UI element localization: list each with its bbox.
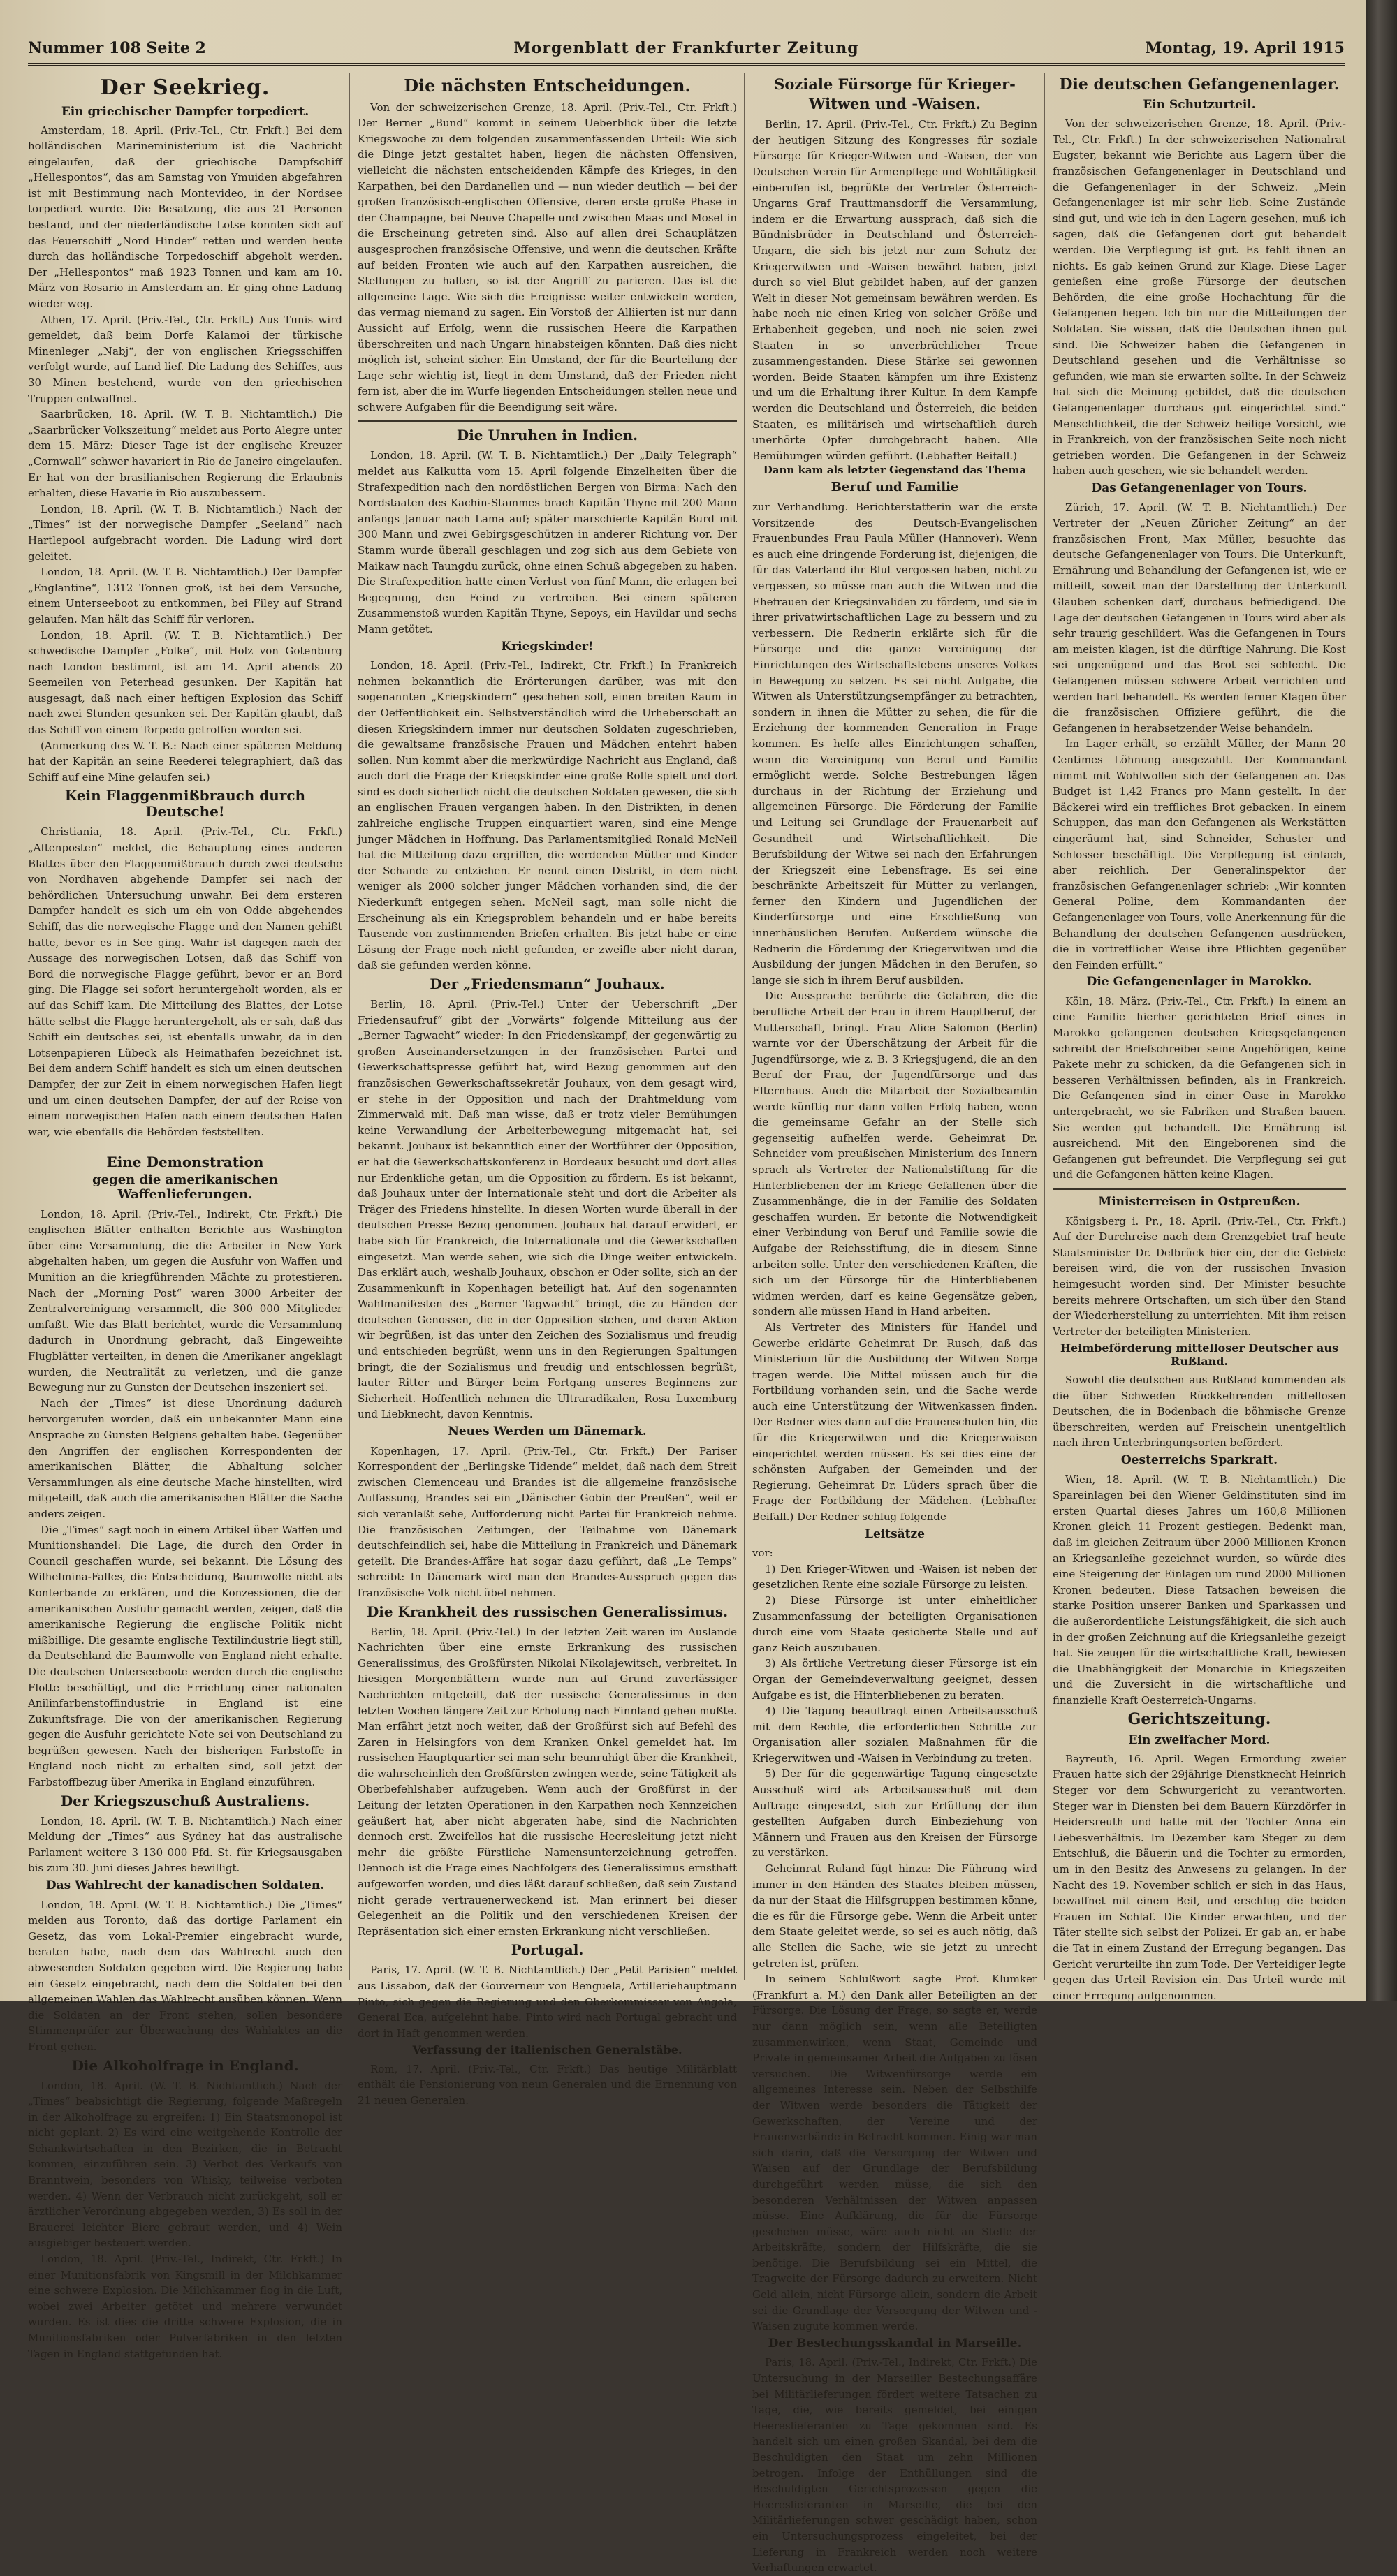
article-paragraph: London, 18. April. (W. T. B. Nichtamtlich.) Der schwedische Dampfer „Folke“, mit Holz von Gotenburg nach London bestimmt, ist am 14. April abends 20 Seemeilen von Peterhead gesunken. Der Kapitän hat ausgesagt, daß nach einer heftigen Explosion das Schiff nach zwei Stunden gesunken sei. Der Kapitän glaubt, daß das Schiff von einem Torpedo getroffen worden sei. xyxy=(28,628,342,737)
headline-generalstaebe: Verfassung der italienischen Generalstäbe. xyxy=(412,2043,682,2057)
leitsaetze-list xyxy=(752,1561,1037,1861)
article-paragraph: Wien, 18. April. (W. T. B. Nichtamtlich.) Die Spareinlagen bei den Wiener Geldinstituten sind im ersten Quartal dieses Jahres um 160,8 Millionen Kronen gleich 11 Prozent gestiegen. Bedenkt man, daß im gleichen Zeitraum über 2000 Millionen Kronen an Kriegsanleihe gezeichnet wurden, so würde dies eine Steigerung der Einlagen um rund 2000 Millionen Kronen bedeuten. Diese Tatsachen beweisen die starke Position unserer Banken und Sparkassen und die außerordentliche Leistungsfähigkeit, die sich auch in der großen Zeichnung auf die Kriegsanleihe gezeigt hat. Sie zeugen für die wirtschaftliche Kraft, bewiesen die Unabhängigkeit der Monarchie in Kriegszeiten und die Zuversicht in die wirtschaftliche und finanzielle Kraft Oesterreich-Ungarns. xyxy=(1053,1473,1346,1707)
article-paragraph: London, 18. April. (W. T. B. Nichtamtlich.) Nach der „Times“ ist der norwegische Dampfer „Seeland“ nach Hartlepool aufgebracht worden. Die Ladung wird dort geleitet. xyxy=(28,502,342,563)
article-paragraph: Die Aussprache berührte die Gefahren, die die berufliche Arbeit der Frau in ihrem Hauptberuf, der Mutterschaft, bringt. Frau Alice Salomon (Berlin) warnte vor der Überschätzung der Arbeit für die Jugendfürsorge, wie z. B. 3 Kriegsjugend, die an den Beruf der Frau, der Jugendfürsorge und das Elternhaus. Auch die Mitarbeit der Sozialbeamtin werde künftig nur dann vollen Erfolg haben, wenn die gemeinsame Gefahr an der Stelle sich gegenseitig aufhelfen werde. Geheimrat Dr. Schneider vom preußischen Ministerium des Innern sprach als Vertreter der Nationalstiftung für die Hinterbliebenen der im Kriege Gefallenen über die Zusammenhänge, die in der Familie des Soldaten geschaffen wurden. Er betonte die Notwendigkeit einer Verbindung von Beruf und Familie sowie die Aufgabe der Reichsstiftung, die in diesem Sinne arbeiten solle. Unter den verschiedenen Kräften, die sich um der Fürsorge für die Hinterbliebenen widmen werden, darf es keine Gegensätze geben, sondern alle müssen Hand in Hand arbeiten. xyxy=(752,989,1037,1318)
column-rule xyxy=(349,73,350,1980)
article-paragraph: Als Vertreter des Ministers für Handel und Gewerbe erklärte Geheimrat Dr. Rusch, daß das Ministerium für die Ausbildung der Witwen Sorge tragen werde. Die Mittel müssen auch für die Fortbildung vorhanden sein, und die Sache werde auch eine Unterstützung der Witwenkassen finden. Der Redner wies dann auf die Frauenschulen hin, die für die Kriegerwitwen und die Kriegerwaisen eingerichtet werden müssen. Es sei dies eine der schönsten Aufgaben der Gemeinden und der Regierung. Geheimrat Dr. Lüders sprach über die Frage der Fortbildung der Mädchen. (Lebhafter Beifall.) Der Redner schlug folgende xyxy=(752,1320,1037,1524)
issue-date: Montag, 19. April 1915 xyxy=(1145,39,1345,57)
divider xyxy=(358,420,737,422)
article-paragraph: Geheimrat Ruland fügt hinzu: Die Führung wird immer in den Händen des Staates bleiben müssen, da nur der Staat die Hilfsgruppen bestimmen könne, die es für die Fürsorge gebe. Wenn die Arbeit unter dem Staate geleitet werde, so sei es auch nötig, daß alle Stellen die Sache, wie sie jetzt zu unrecht getreten ist, prüfen. xyxy=(752,1862,1037,1970)
headline-unruhen-indien: Die Unruhen in Indien. xyxy=(456,427,638,444)
article-paragraph: Von der schweizerischen Grenze, 18. April. (Priv.-Tel., Ctr. Frkft.) Der Berner „Bund“ kommt in seinem Ueberblick über die letzte Kriegswoche zu dem folgenden zusammenfassenden Urteil: Wie sich die Dinge jetzt gestaltet haben, liegen die nächsten Offensiven, vielleicht die nächsten entscheidenden Kämpfe des Krieges, in den Karpathen, bei den Dardanellen und — nun wieder deutlich — bei der großen französisch-englischen Offensive, deren erste große Phase in der Champagne, bei Neuve Chapelle und zwischen Maas und Mosel in die Erscheinung getreten sind. Also auf allen drei Schauplätzen ausgesprochen französische Offensive, und wenn die deutschen Kräfte auf beiden Fronten wie auch auf den Karpathen ausreichen, die Stellungen zu halten, so ist der Angriff zu parieren. Das ist die allgemeine Lage. Wie sich die Ereignisse weiter entwickeln werden, das vermag niemand zu sagen. Ein Vorstoß der Alliierten ist nur dann Aussicht auf Erfolg, wenn die russischen Heere die Karpathen überschreiten und nach Ungarn hinabsteigen könnten. Daß dies nicht möglich ist, scheint sicher. Ein Umstand, der für die Beurteilung der Lage sehr wichtig ist, liegt in dem Umstand, daß der Frieden nicht fern ist, aber die im Wurfe liegenden Entscheidungen stellen neue und schwere Aufgaben für die Beendigung seit wäre. xyxy=(358,101,737,413)
article-note: (Anmerkung des W. T. B.: Nach einer späteren Meldung hat der Kapitän an seine Reederei telegraphiert, daß das Schiff auf eine Mine gelaufen sei.) xyxy=(28,739,342,783)
article-paragraph: London, 18. April. (Priv.-Tel., Indirekt, Ctr. Frkft.) In Frankreich nehmen bekanntlich die Erörterungen darüber, was mit den sogenannten „Kriegskindern“ geschehen soll, einen breiten Raum in der Oeffentlichkeit ein. Selbstverständlich wird die Urheberschaft an diesen Kriegskindern immer nur deutschen Soldaten zugeschrieben, die gewaltsame französische Frauen und Mädchen entehrt haben sollen. Nun kommt aber die merkwürdige Nachricht aus England, daß auch dort die Frage der Kriegskinder eine große Rolle spielt und dort sind es doch sicherlich nicht die deutschen Soldaten gewesen, die sich an englischen Frauen vergangen haben. In den Distrikten, in denen zahlreiche englische Truppen einquartiert waren, sind eine Menge junger Mädchen in Hoffnung. Das Parlamentsmitglied Ronald McNeil hat die Mitteilung dazu ergriffen, die werdenden Mütter und Kinder der Schande zu entziehen. Er nennt einen Distrikt, in dem nicht weniger als 2000 solcher junger Mädchen vorhanden sind, die der Niederkunft entgegen sehen. McNeil sagt, man solle nicht die Erscheinung als ein Kriegsproblem behandeln und er habe bereits Tausende von zustimmenden Briefen erhalten. Bis jetzt habe er eine Lösung der Frage noch nicht gefunden, er zweifle aber nicht daran, daß sie gefunden werden könne. xyxy=(358,659,737,972)
article-paragraph: zur Verhandlung. Berichterstatterin war die erste Vorsitzende des Deutsch-Evangelischen Frauenbundes Frau Paula Müller (Hannover). Wenn es auch eine dringende Forderung ist, diejenigen, die für das Vaterland ihr Blut vergossen haben, nicht zu vergessen, so müsse man auch die Witwen und die Ehefrauen der Kriegsinvaliden zu fördern, und sie in ihrer privatwirtschaftlichen Lage zu bessern und zu verbessern. Die Rednerin erklärte sich für die Fürsorge und die ganze Vereinigung der Einrichtungen des Wirtschaftslebens unseres Volkes in Bewegung zu setzen. Es sei nicht Aufgabe, die Witwen als Unterstützungsempfänger zu betrachten, sondern in ihnen die Mütter zu sehen, die für die Erziehung der kommenden Generation in Frage kommen. Es helfe alles Einrichtungen schaffen, wenn die Vereinigung von Beruf und Familie ermöglicht werde. Solche Bestrebungen lägen durchaus in der Richtung der Erziehung und allgemeinen Fürsorge. Die Förderung der Familie und Leitung sei Grundlage der Frauenarbeit auf Gesundheit und Wirtschaftlichkeit. Die Berufsbildung der Witwe sei nach den Erfahrungen der Kriegszeit eine Lebensfrage. Es sei eine beschränkte Arbeitszeit für Mütter zu verlangen, ferner den Kindern und Jugendlichen der Kinderfürsorge und eine Erschließung von innerhäuslichen Berufen. Außerdem wünsche die Rednerin die Förderung der Kriegerwitwen und die Ausbildung der jungen Mädchen in den Berufen, so lange sie sich in ihrem Beruf ausbilden. xyxy=(752,501,1037,987)
article-paragraph: London, 18. April. (Priv.-Tel., Indirekt, Ctr. Frkft.) In einer Munitionsfabrik von Kingsmill in der Milchkammer eine schwere Explosion. Die Milchkammer flog in die Luft, wobei zwei Arbeiter getötet und mehrere verwundet wurden. Es ist dies die dritte schwere Explosion, die in Munitionsfabriken oder Pulverfabriken in den letzten Tagen in England stattgefunden hat. xyxy=(28,2253,342,2360)
subheadline: Ein Schutzurteil. xyxy=(1143,98,1256,112)
article-paragraph: Zürich, 17. April. (W. T. B. Nichtamtlich.) Der Vertreter der „Neuen Züricher Zeitung“ an der französischen Front, Max Müller, besuchte das deutsche Gefangenenlager von Tours. Die Unterkunft, Ernährung und Behandlung der Gefangenen ist, wie er mitteilt, soweit man der Darstellung der Unterkunft Glauben schenken darf, durchaus befriedigend. Die Lage der deutschen Gefangenen in Tours wird aber als sehr traurig geschildert. Was die Gefangenen in Tours am meisten klagen, ist die dürftige Nahrung. Die Kost sei ungenügend und das Brot sei schlecht. Die Gefangenen müssen schwere Arbeit verrichten und werden hart behandelt. Es werden ferner Klagen über die französischen Offiziere geführt, die die Gefangenen in herabsetzender Weise behandeln. xyxy=(1053,501,1346,735)
leitsatz-item: 3) Als örtliche Vertretung dieser Fürsorge ist ein Organ der Gemeindeverwaltung geeignet, dessen Aufgabe es ist, die Hinterbliebenen zu beraten. xyxy=(752,1657,1037,1702)
headline-leitsaetze: Leitsätze xyxy=(865,1526,925,1541)
article-paragraph: Die „Times“ sagt noch in einem Artikel über Waffen und Munitionshandel: Die Lage, die durch den Order in Council geschaffen wurde, sei bekannt. Die Lösung des Wilhelmina-Falles, die Entscheidung, Baumwolle nicht als Konterbande zu erklären, und die Konzessionen, die der amerikanischen Ausfuhr gemacht werden, zeigen, daß die amerikanische Regierung die englische Politik nicht mißbillige. Die gesamte englische Textilindustrie liegt still, da Deutschland die Baumwolle von England nicht erhalte. Die deutschen Unterseeboote werden durch die englische Flotte beschäftigt, und die Errichtung einer nationalen Anilinfarbenstoffindustrie in England ist eine Zukunftsfrage. Die von der amerikanischen Regierung gegen die Ausfuhr gerichtete Note sei von Deutschland zu begrüßen gewesen. Nach der bisherigen Farbstoffe in England noch nicht zu erhalten sind, soll jetzt der Farbstoffbezug über Amerika in England einzuführen. xyxy=(28,1523,342,1789)
headline-daenemark: Neues Werden um Dänemark. xyxy=(448,1425,647,1439)
headline-seekrieg: Der Seekrieg. xyxy=(100,75,270,100)
article-paragraph: Saarbrücken, 18. April. (W. T. B. Nichtamtlich.) Die „Saarbrücker Volkszeitung“ meldet aus Porto Alegre unter dem 15. März: Dieser Tage ist der englische Kreuzer „Cornwall“ schwer havariert in Rio de Janeiro eingelaufen. Er hat von der brasilianischen Regierung die Erlaubnis erhalten, diese Havarie in Rio auszubessern. xyxy=(28,408,342,500)
binding-edge xyxy=(1366,0,1397,2001)
column-1 xyxy=(28,73,342,2360)
subheadline: Ein griechischer Dampfer torpediert. xyxy=(61,104,309,119)
headline-alkoholfrage: Die Alkoholfrage in England. xyxy=(71,2056,299,2074)
headline-generalissimus: Die Krankheit des russischen Generalissimus. xyxy=(366,1603,729,1620)
divider xyxy=(1053,1188,1346,1190)
article-paragraph: Berlin, 18. April. (Priv.-Tel.) In der letzten Zeit waren im Auslande Nachrichten über eine ernste Erkrankung des russischen Generalissimus, des Großfürsten Nikolai Nikolajewitsch, verbreitet. In hiesigen Morgenblättern wurde nun auf Grund zuverlässiger Nachrichten mitgeteilt, daß der russische Generalissimus in den letzten Wochen längere Zeit zur Erholung nach Finnland gehen mußte. Man erfährt jetzt noch weiter, daß der Großfürst sich auf Befehl des Zaren in Helsingfors von dem Kranken Onkel gemeldet hat. Im russischen Hauptquartier sei man sehr beunruhigt über die Krankheit, die wahrscheinlich den Großfürsten zwingen werde, seine Tätigkeit als Oberbefehlshaber aufzugeben. Wenn auch der Großfürst in der Leitung der letzten Operationen in den Karpathen noch Kennzeichen geäußert hat, aber nicht abgeraten habe, sind die Nachrichten dennoch erst. Zweifellos hat die russische Heeresleitung jetzt nicht mehr die größte Fürstliche Namensunterzeichnung getroffen. Dennoch ist die Frage eines Nachfolgers des Generalissimus ernsthaft aufgeworfen worden, und dies läßt darauf schließen, daß sein Zustand nicht gerade vertrauenerweckend ist. Man erinnert bei dieser Gelegenheit an die Politik und den verschiedenen Kreisen der Repräsentation sich einer ernsten Erkrankung nicht verschließen. xyxy=(358,1625,737,1938)
leitsatz-item: 5) Der für die gegenwärtige Tagung eingesetzte Ausschuß wird als Arbeitsausschuß mit dem Auftrage eingesetzt, sich zur Erfüllung der ihm gestellten Aufgaben durch Einbeziehung von Männern und Frauen aus den Kreisen der Fürsorge zu verstärken. xyxy=(752,1767,1037,1860)
headline-kriegszuschuss: Der Kriegszuschuß Australiens. xyxy=(60,1792,310,1809)
article-paragraph: Bayreuth, 16. April. Wegen Ermordung zweier Frauen hatte sich der 29jährige Dienstknecht Heinrich Steger vor dem Schwurgericht zu verantworten. Steger war in Diensten bei dem Bauern Kürzdörfer in Heidersreuth und hatte mit der Tochter Anna ein Liebesverhältnis. Im Dezember kam Steger zu dem Entschluß, die Bäuerin und die Tochter zu ermorden, um in den Besitz des Anwesens zu gelangen. In der Nacht des 19. November schlich er sich in das Haus, bewaffnet mit einem Beil, und erschlug die beiden Frauen im Schlaf. Die Kinder erwachten, und der Täter stellte sich selbst der Polizei. Er gab an, er habe die Tat in einem Zustand der Erregung begangen. Das Gericht verurteilte ihn zum Tode. Der Verteidiger legte gegen das Urteil Revision ein. Das Urteil wurde mit einer Erregung aufgenommen. xyxy=(1053,1752,1346,2002)
headline-tours: Das Gefangenenlager von Tours. xyxy=(1091,480,1308,495)
article-paragraph: Nach der „Times“ ist diese Unordnung dadurch hervorgerufen worden, daß ein unbekannter Mann eine Ansprache zu Gunsten Belgiens gehalten habe. Gegenüber den Angriffen der englischen Korrespondenten der amerikanischen Blätter, die Abhaltung solcher Versammlungen als eine deutsche Mache hinstellten, wird mitgeteilt, daß auch die amerikanischen Blätter die Sache anders zeigen. xyxy=(28,1397,342,1520)
article-paragraph: Christiania, 18. April. (Priv.-Tel., Ctr. Frkft.) „Aftenposten“ meldet, die Behauptung eines anderen Blattes über den Flaggenmißbrauch durch zwei deutsche von Nordhaven abgehende Dampfer sei nach der behördlichen Untersuchung unwahr. Bei dem ersteren Dampfer handelt es sich um ein von Odde abgehendes Schiff, das die norwegische Flagge und den Namen gehißt hatte, bevor es in See ging. Wahr ist dagegen nach der Aussage des norwegischen Lotsen, daß das Schiff von Bord die norwegische Flagge geführt, bevor er an Bord ging. Die Flagge sei sofort heruntergeholt worden, als er auf das Schiff kam. Die Mitteilung des Blattes, der Lotse hätte selbst die Flagge heruntergeholt, als er sah, daß das Schiff ein deutsches sei, ist ebenfalls unwahr, da in den Lotsenpapieren Lübeck als Heimathafen bezeichnet ist. Bei dem andern Schiff handelt es sich um einen deutschen Dampfer, der zur Zeit in einem norwegischen Hafen liegt und um einen deutschen Dampfer, der auf der Reise von einem norwegischen Hafen nach einem deutschen Hafen war, wie ebenfalls die Behörden feststellten. xyxy=(28,825,342,1138)
article-paragraph: Paris, 18. April. (Priv.-Tel., Indirekt, Ctr. Frkft.) Die Untersuchung in der Marseiller Bestechungsaffäre bei Militärlieferungen fördert weitere Tatsachen zu Tage, die, wie bereits gemeldet, bei einigen Heereslieferanten zu Tage gekommen sind. Es handelt sich um einen großen Skandal, bei dem die Beschuldigten den Staat um zehn Millionen betrogen. Infolge der Enthüllungen sind die Beschuldigten Gerichtsprozessen gegen die Heereslieferanten in Marseille, die bei den Militärlieferungen schwer geschädigt haben, schon ein Untersuchungsprozess eingeleitet, bei der Lieferung in Frankreich werden noch weitere Verhaftungen erwartet. xyxy=(752,2356,1037,2575)
headline-kriegskinder: Kriegskinder! xyxy=(501,639,594,654)
headline-bestechungsskandal: Der Bestechungsskandal in Marseille. xyxy=(768,2336,1022,2350)
headline-gefangenenlager: Die deutschen Gefangenenlager. xyxy=(1059,75,1340,94)
headline-demonstration: Eine Demonstration xyxy=(106,1154,264,1171)
headline-friedensmann: Der „Friedensmann“ Jouhaux. xyxy=(430,976,665,993)
article-paragraph: Im Lager erhält, so erzählt Müller, der Mann 20 Centimes Löhnung ausgezahlt. Der Kommandant nimmt mit Wohlwollen sich der Gefangenen an. Das Budget ist 1,42 Francs pro Mann gestellt. In der Bäckerei wird ein treffliches Brot gebacken. In einem Schuppen, das man den Gefangenen als Werkstätten eingeräumt hat, sind Schneider, Schuster und Schlosser beschäftigt. Die Verpflegung ist einfach, aber reichlich. Der Generalinspektor der französischen Gefangenenlager schrieb: „Wir konnten General Poline, dem Kommandanten der Gefangenenlager von Tours, volle Anerkennung für die Behandlung der deutschen Gefangenen ausdrücken, die in vortrefflicher Weise ihre Pflichten gegenüber den Feinden erfüllt.“ xyxy=(1053,737,1346,971)
issue-number: Nummer 108 Seite 2 xyxy=(28,39,206,57)
headline-flaggenmissbrauch: Kein Flaggenmißbrauch durch Deutsche! xyxy=(64,787,306,820)
article-subline: Dann kam als letzter Gegenstand das Thema xyxy=(763,464,1027,477)
column-2 xyxy=(358,73,737,2107)
article-paragraph: Köln, 18. März. (Priv.-Tel., Ctr. Frkft.) In einem an eine Familie hierher gerichteten Brief eines in Marokko gefangenen deutschen Kriegsgefangenen schreibt der Briefschreiber seine Angehörigen, keine Pakete mehr zu schicken, da die Gefangenen sich in besseren Verhältnissen befinden, als in Frankreich. Die Gefangenen sind in einer Oase in Marokko untergebracht, wo sie Fabriken und Straßen bauen. Sie werden gut behandelt. Die Ernährung ist ausreichend. Mit den Eingeborenen sind die Gefangenen gut befreundet. Die Verpflegung sei gut und die Gefangenen hätten keine Klagen. xyxy=(1053,994,1346,1182)
headline-entscheidungen: Die nächsten Entscheidungen. xyxy=(404,75,691,96)
article-paragraph: Berlin, 18. April. (Priv.-Tel.) Unter der Ueberschrift „Der Friedensaufruf“ gibt der „Vorwärts“ folgende Mitteilung aus der „Berner Tagwacht“ wieder: In den Friedenskampf, der gegenwärtig zu großen Auseinandersetzungen in der französischen Partei und Gewerkschaftspresse geführt hat, wird Bezug genommen auf den französischen Gewerkschaftssekretär Jouhaux, von dem gesagt wird, er stehe in der Opposition und nach der Drahtmeldung vom Zimmerwald mit. Daß man wisse, daß er trotz vieler Bemühungen keine Verwandlung der Arbeiterbewegung mitgemacht hat, sei bekannt. Jouhaux ist bekanntlich einer der Wortführer der Opposition, er hat die Gewerkschaftskonferenz in Bordeaux besucht und dort alles nur Erdenkliche getan, um die Opposition zu fördern. Es ist bekannt, daß Jouhaux unter der Internationale steht und dort die Arbeiter als Träger des Friedens hinstellte. In diesen Worten wurde überall in der deutschen Presse Bezug genommen. Jouhaux hat darauf erwidert, er habe sich für Frankreich, die Internationale und die Gewerkschaften eingesetzt. Man werde sehen, wie sich die Dinge weiter entwickeln. Das erklärt auch, weshalb Jouhaux, obschon er Oder sollte, sich an der Zusammenkunft in Kopenhagen beteiligt hat. Auf den sogenannten Wahlmanifesten des „Berner Tagwacht“ bringt, die zu Händen der deutschen Genossen, die in der Opposition stehen, und deren Aktion wir begrüßen, ist das unter den Zeichen des Sozialismus und freudig und entschieden begrüßt, wenn uns in den Regierungen Spaltungen bringt, die der Sozialismus und freudig und entschlossen begrüßt, lauter Ritter und Bürger beim Fortgang unseres Beginnens zur Sicherheit. Hoffentlich nehmen die Ultraradikalen, Rosa Luxemburg und Liebknecht, davon Kenntnis. xyxy=(358,998,737,1421)
headline-fuersorge-line2: Witwen und -Waisen. xyxy=(808,95,981,113)
article-paragraph: In seinem Schlußwort sagte Prof. Klumker (Frankfurt a. M.) den Dank aller Beteiligten an der Fürsorge. Die Lösung der Frage, so sagte er, werde nur dann möglich sein, wenn alle Beteiligten zusammenwirken, wenn Staat, Gemeinde und Private in gemeinsamer Arbeit die Aufgaben zu lösen versuchen. Die Witwenfürsorge werde ein allgemeines Interesse sein. Neben der Selbsthilfe der Witwen werde besonders die Tätigkeit der Gewerkschaften, der Vereine und der Frauenverbände in Betracht kommen. Einig war man sich darin, daß die Versorgung der Witwen und Waisen auf der Grundlage der Berufsbildung durchgeführt werden müsse, die sich den besonderen Verhältnissen der Witwen anpassen müsse. Eine Aufklärung, die für die Fürsorge geschehen müsse, wäre auch nicht an Stelle der Arbeitskräfte, sondern der Hilfskräfte, die sie benötige. Die Berufsbildung sei ein Mittel, die Tragweite der Fürsorge dadurch zu erweitern. Nicht Geld allein, nicht Fürsorge allein, sondern die Arbeit sei die Grundlage der Versorgung der Witwen und -Waisen zugute kommen werde. xyxy=(752,1973,1037,2333)
article-paragraph: Von der schweizerischen Grenze, 18. April. (Priv.-Tel., Ctr. Frkft.) In der schweizerischen Nationalrat Eugster, bekannt wie Berichte aus Lagern über die französischen Gefangenenlager in Deutschland und die Gefangenenlager in der Schweiz. „Mein Gefangenenlager ist mir sehr lieb. Seine Zustände sind gut, und wie ich in den Lagern gesehen, muß ich sagen, daß die Gefangenen dort gut behandelt werden. Die Verpflegung ist gut. Es fehlt ihnen an nichts. Es gab keinen Grund zur Klage. Diese Lager genießen eine große Fürsorge der deutschen Behörden, die eine große Hochachtung für die Gefangenen hegen. Ich bin nur die Mitteilungen der Soldaten. Sie wissen, daß die Deutschen ihnen gut sind. Die Schweizer haben die Gefangenen in Deutschland gesehen und die Verhältnisse so gefunden, wie man sie erwarten sollte. In der Schweiz hat sich die Meinung gebildet, daß die deutschen Gefangenenlager durchaus gut eingerichtet sind.“ Menschlichkeit, die der Schweiz heilige Vorsicht, wie in Frankreich, von der französischen Seite noch nicht getrieben worden. Die Gefangenen in der Schweiz haben auch gesehen, wie sie behandelt werden. xyxy=(1053,117,1346,478)
headline-ministerreisen: Ministerreisen in Ostpreußen. xyxy=(1098,1194,1301,1209)
headline-beruf-familie: Beruf und Familie xyxy=(831,480,959,495)
column-rule xyxy=(744,73,745,1980)
headline-wahlrecht: Das Wahlrecht der kanadischen Soldaten. xyxy=(45,1878,325,1893)
article-paragraph: Paris, 17. April. (W. T. B. Nichtamtlich.) Der „Petit Parisien“ meldet aus Lissabon, daß der Gouverneur von Benguela, Artilleriehauptmann Pinto, sich gegen die Regierung und den Oberkommissar von Angola, General Eca, aufgelehnt habe. Pinto wird nach Portugal gebracht und dort in Haft genommen werden. xyxy=(358,1964,737,2040)
article-paragraph: London, 18. April. (W. T. B. Nichtamtlich.) Nach einer Meldung der „Times“ aus Sydney hat das australische Parlament weitere 3 130 000 Pfd. St. für Kriegsausgaben bis zum 30. Juni dieses Jahres bewilligt. xyxy=(28,1814,342,1875)
article-paragraph: London, 18. April. (W. T. B. Nichtamtlich.) Die „Times“ melden aus Toronto, daß das dortige Parlament ein Gesetz, das vom Lokal-Premier eingebracht wurde, beraten habe, nach dem das Wahlrecht auch den abwesenden Soldaten gegeben wird. Die Regierung habe ein Gesetz eingebracht, nach dem die Soldaten bei den allgemeinen Wahlen das Wahlrecht ausüben können. Wenn die Soldaten an der Front stehen, sollen besondere Stimmenprüfer zur Überwachung des Wahlaktes an die Front gehen. xyxy=(28,1898,342,2053)
leitsatz-item: 1) Den Krieger-Witwen und -Waisen ist neben der gesetzlichen Rente eine soziale Fürsorge zu leisten. xyxy=(752,1562,1037,1591)
leitsatz-item: 4) Die Tagung beauftragt einen Arbeitsausschuß mit dem Rechte, die erforderlichen Schritte zur Organisation aller sozialen Maßnahmen für die Kriegerwitwen und -Waisen in Verbindung zu treten. xyxy=(752,1705,1037,1765)
leitsatz-item: 2) Diese Fürsorge ist unter einheitlicher Zusammenfassung der beteiligten Organisationen durch eine vom Staate gesicherte Stelle und auf ganz Reich auszubauen. xyxy=(752,1594,1037,1654)
headline-sparkraft: Oesterreichs Sparkraft. xyxy=(1120,1453,1278,1468)
headline-demonstration-line2: gegen die amerikanischen Waffenlieferungen. xyxy=(92,1172,278,1202)
article-paragraph: Berlin, 17. April. (Priv.-Tel., Ctr. Frkft.) Zu Beginn der heutigen Sitzung des Kongresses für soziale Fürsorge für Krieger-Witwen und -Waisen, der von Deutschen Verein für Armenpflege und Wohltätigkeit einberufen ist, begrüßte der Vertreter Österreich-Ungarns Graf Trauttmansdorff die Versammlung, indem er die Erwartung aussprach, daß sich die Bündnisbrüder in Deutschland und Österreich-Ungarn, die sich bis jetzt nur zum Schutz der Kriegerwitwen und -Waisen bewährt haben, jetzt durch so viel Blut gebildet haben, auf der ganzen Welt in dieser Not gemeinsam bewähren werden. Es habe noch nie einen Krieg von solcher Größe und Erhabenheit gegeben, und noch nie seien zwei Staaten in so unverbrüchlicher Treue zusammengestanden. Diese Stärke sei gewonnen worden. Beide Staaten kämpfen um ihre Existenz und um die Erhaltung ihrer Kultur. In dem Kampfe werden die Deutschland und Österreich, die beiden Staaten, es militärisch und wirtschaftlich durch unerhörte Opfer durchgebracht haben. Alle Bemühungen würden geführt. (Lebhafter Beifall.) xyxy=(752,118,1037,462)
article-paragraph: London, 18. April. (W. T. B. Nichtamtlich.) Der „Daily Telegraph“ meldet aus Kalkutta vom 15. April folgende Einzelheiten über die Strafexpedition nach den nordöstlichen Bergen von Birma: Nach den Nordstaaten des Kachin-Stammes brach Kapitän Thyne mit 200 Mann anfangs Januar nach Lama auf; später marschierte Kapitän Burd mit 300 Mann und zwei Gebirgsgeschützen in anderer Richtung vor. Der Stamm wurde überall geschlagen und zog sich aus dem Gebiete von Maikaw nach Taungdu zurück, ohne einen Schuß abgegeben zu haben. Die Strafexpedition hatte einen Verlust von fünf Mann, die erlagen bei Begegnung, den Feind zu vertreiben. Bei einem späteren Zusammenstoß wurden Kapitän Thyne, Sepoys, ein Havildar und sechs Mann getötet. xyxy=(358,449,737,635)
column-3 xyxy=(752,73,1037,2575)
article-paragraph: Amsterdam, 18. April. (Priv.-Tel., Ctr. Frkft.) Bei dem holländischen Marineministerium ist die Nachricht eingelaufen, daß der griechische Dampfschiff „Hellespontos“, das am Samstag von Ymuiden abgefahren ist mit Bestimmung nach Montevideo, in der Nordsee torpediert wurde. Die Besatzung, die aus 21 Personen bestand, und der niederländische Lotse konnten sich auf das Feuerschiff „Nord Hinder“ retten und werden heute durch das holländische Torpedoschiff abgeholt werden. Der „Hellespontos“ maß 1923 Tonnen und kam am 10. März von Rosario in Amsterdam an. Er ging ohne Ladung wieder weg. xyxy=(28,124,342,311)
headline-gerichtszeitung: Gerichtszeitung. xyxy=(1127,1710,1271,1729)
headline-heimbefoerderung: Heimbeförderung mittelloser Deutscher aus Rußland. xyxy=(1060,1341,1339,1368)
article-paragraph: Athen, 17. April. (Priv.-Tel., Ctr. Frkft.) Aus Tunis wird gemeldet, daß beim Dorfe Kalamoi der türkische Minenleger „Nabj“, der von englischen Kriegsschiffen verfolgt wurde, auf Land lief. Die Ladung des Schiffes, aus 30 Minen bestehend, wurde von den griechischen Truppen entwaffnet. xyxy=(28,313,342,405)
headline-fuersorge: Soziale Fürsorge für Krieger- xyxy=(774,75,1016,93)
article-paragraph: London, 18. April. (Priv.-Tel., Indirekt, Ctr. Frkft.) Die englischen Blätter enthalten Berichte aus Washington über eine Versammlung, die die Arbeiter in New York abgehalten haben, um gegen die Ausfuhr von Waffen und Munition an die kriegführenden Mächte zu protestieren. Nach der „Morning Post“ waren 3000 Arbeiter der Zentralvereinigung versammelt, die 300 000 Mitglieder umfaßt. Wie das Blatt berichtet, wurde die Versammlung dadurch in Unordnung gebracht, daß Eingeweihte Flugblätter verteilten, in denen die Amerikaner angeklagt wurden, die Neutralität zu verletzen, und die ganze Bewegung nur zu Gunsten der Deutschen inszeniert sei. xyxy=(28,1207,342,1394)
article-paragraph: Rom, 17. April. (Priv.-Tel., Ctr. Frkft.) Das heutige Militärblatt enthält die Pensionierung von neun Generalen und die Ernennung von 21 neuen Generalen. xyxy=(358,2062,737,2107)
masthead xyxy=(28,35,1345,66)
article-paragraph: London, 18. April. (W. T. B. Nichtamtlich.) Nach der „Times“ beabsichtigt die Regierung, folgende Maßregeln in der Alkoholfrage zu ergreifen: 1) Ein Staatsmonopol ist nicht geplant. 2) Es wird eine weitgehende Kontrolle der Schankwirtschaften in den Bezirken, die in Betracht kommen, einzuführen sein. 3) Verbot des Verkaufs von Branntwein, besonders von Whisky, teilweise verboten werden. 4) Wenn der Verbrauch nicht zurückgeht, soll er ärztlicher Verordnung abgegeben werden, 3) Es soll in der Brauerei leichter Biere gebraut werden, und 4) Wein ausgiebiger besteuert werden. xyxy=(28,2079,342,2250)
headline-portugal: Portugal. xyxy=(511,1941,584,1959)
headline-marokko: Die Gefangenenlager in Marokko. xyxy=(1086,975,1312,989)
column-4 xyxy=(1053,73,1346,2002)
article-paragraph: London, 18. April. (W. T. B. Nichtamtlich.) Der Dampfer „Englantine“, 1312 Tonnen groß, ist bei dem Versuche, einem Unterseeboot zu entkommen, bei Filey auf Strand gelaufen. Man hält das Schiff für verloren. xyxy=(28,566,342,626)
subheadline: Ein zweifacher Mord. xyxy=(1128,1732,1271,1747)
article-paragraph: Königsberg i. Pr., 18. April. (Priv.-Tel., Ctr. Frkft.) Auf der Durchreise nach dem Grenzgebiet traf heute Staatsminister Dr. Delbrück hier ein, der die Gebiete bereisen wird, die von der russischen Invasion heimgesucht worden sind. Der Minister besuchte bereits mehrere Ortschaften, um sich über den Stand der Wiederherstellung zu unterrichten. Mit ihm reisen Vertreter der beteiligten Ministerien. xyxy=(1053,1214,1346,1338)
newspaper-title: Morgenblatt der Frankfurter Zeitung xyxy=(513,39,859,57)
article-paragraph: Kopenhagen, 17. April. (Priv.-Tel., Ctr. Frkft.) Der Pariser Korrespondent der „Berlingske Tidende“ meldet, daß nach dem Streit zwischen Clemenceau und Brandes ist die allgemeine französische Auffassung, Brandes sei ein „Dänischer Gobin der Preußen“, weil er sich veranlaßt sehe, Aufforderung nicht Partei für Frankreich nehme. Die französischen Zeitungen, der Teilnahme von Dänemark deutschfeindlich sei, habe die Mitteilung in Frankreich und Dänemark geteilt. Die Brandes-Affäre hat sogar dazu geführt, daß „Le Temps“ schreibt: In Dänemark wird man den Brandes-Ausspruch gegen das französische Volk nicht übel nehmen. xyxy=(358,1444,737,1599)
article-paragraph: vor: xyxy=(752,1547,773,1560)
article-paragraph: Sowohl die deutschen aus Rußland kommenden als die über Schweden Rückkehrenden mittellosen Deutschen, die in Bodenbach die böhmische Grenze überschreiten, werden auf Freischein unentgeltlich nach ihren Unterbringungsorten befördert. xyxy=(1053,1374,1346,1450)
column-rule xyxy=(1044,73,1045,1980)
